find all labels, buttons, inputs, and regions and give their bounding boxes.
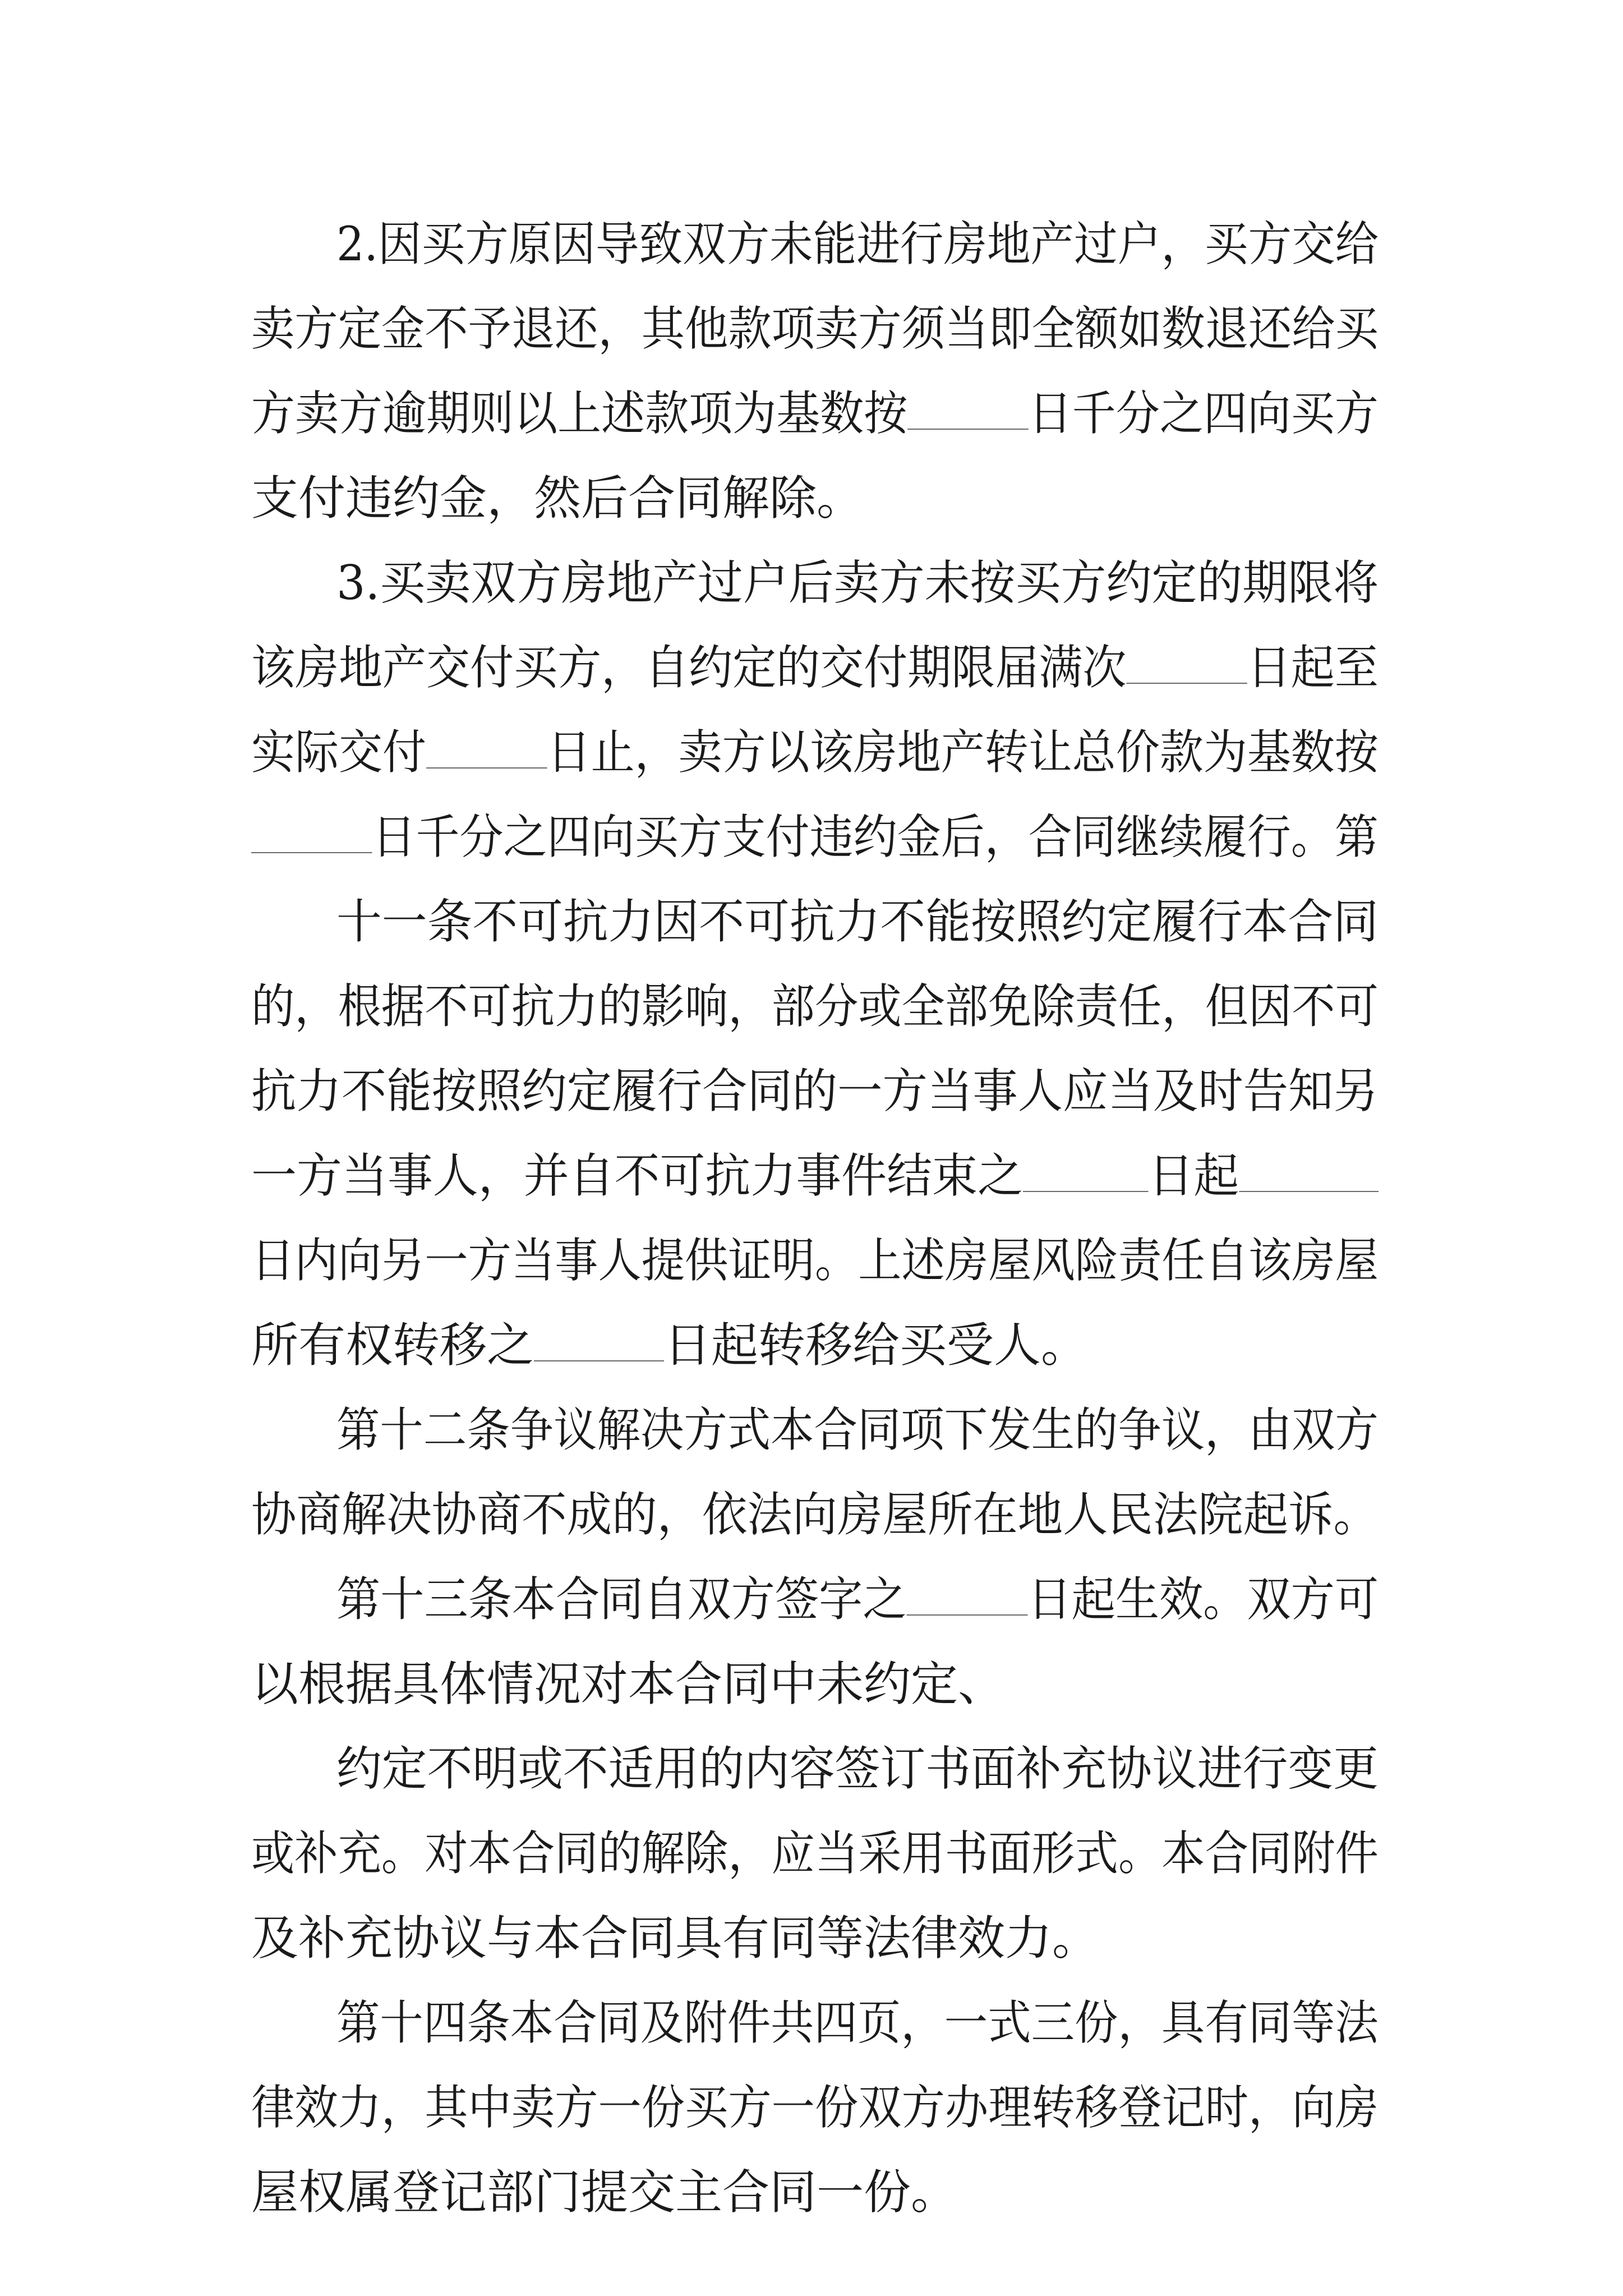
- text-segment: 日起生效。双方可: [1027, 1572, 1379, 1627]
- text-line: [251, 1642, 1378, 1726]
- text-segment: 日内向另一方当事人提供证明。上述房屋风险责任自该房屋: [251, 1233, 1378, 1288]
- text-line: [251, 1218, 1378, 1303]
- text-segment: 第十二条争议解决方式本合同项下发生的争议，由双方: [336, 1402, 1378, 1457]
- text-segment: 3.买卖双方房地产过户后卖方未按买方约定的期限将: [336, 555, 1379, 610]
- text-line: [251, 964, 1378, 1048]
- text-segment: 日止，卖方以该房地产转让总价款为基数按: [547, 725, 1378, 780]
- text-line: [251, 1896, 1378, 1980]
- text-line: [336, 1981, 1378, 2065]
- text-segment: 第十三条本合同自双方签字之: [336, 1572, 907, 1627]
- fill-in-blank: [534, 1319, 664, 1361]
- fill-in-blank: [1023, 1149, 1149, 1192]
- text-segment: 一方当事人，并自不可抗力事件结束之: [251, 1148, 1023, 1203]
- text-segment: 日起: [1148, 1148, 1239, 1203]
- fill-in-blank: [907, 1573, 1028, 1616]
- text-segment: 以根据具体情况对本合同中未约定、: [251, 1657, 1006, 1711]
- fill-in-blank: [907, 387, 1028, 430]
- text-segment: 支付违约金，然后合同解除。: [251, 471, 864, 526]
- text-line: [251, 1303, 1378, 1387]
- text-segment: 日千分之四向买方支付违约金后，合同继续履行。第: [372, 809, 1378, 864]
- text-line: [336, 1388, 1378, 1472]
- text-segment: 日起至: [1247, 640, 1378, 695]
- text-segment: 屋权属登记部门提交主合同一份。: [251, 2165, 958, 2220]
- fill-in-blank: [426, 726, 547, 769]
- text-segment: 律效力，其中卖方一份买方一份双方办理转移登记时，向房: [251, 2080, 1378, 2135]
- text-line: [251, 287, 1378, 371]
- text-segment: 抗力不能按照约定履行合同的一方当事人应当及时告知另: [251, 1064, 1378, 1119]
- fill-in-blank: [251, 811, 372, 853]
- text-segment: 方卖方逾期则以上述款项为基数按: [251, 386, 908, 441]
- text-line: [336, 880, 1379, 964]
- text-line: [251, 795, 1378, 879]
- text-segment: 日起转移给买受人。: [664, 1318, 1089, 1373]
- text-line: [336, 541, 1379, 625]
- text-line: [251, 2150, 1378, 2234]
- text-segment: 所有权转移之: [251, 1318, 534, 1373]
- text-line: [336, 1557, 1379, 1641]
- text-segment: 的，根据不可抗力的影响，部分或全部免除责任，但因不可: [251, 979, 1378, 1034]
- text-segment: 卖方定金不予退还，其他款项卖方须当即全额如数退还给买: [251, 301, 1378, 356]
- text-segment: 第十四条本合同及附件共四页，一式三份，具有同等法: [336, 1995, 1378, 2050]
- text-segment: 十一条不可抗力因不可抗力不能按照约定履行本合同: [336, 894, 1379, 949]
- fill-in-blank: [1239, 1149, 1378, 1192]
- text-line: [251, 1049, 1378, 1133]
- fill-in-blank: [1126, 641, 1247, 684]
- text-segment: 该房地产交付买方，自约定的交付期限届满次: [251, 640, 1127, 695]
- text-segment: 约定不明或不适用的内容签订书面补充协议进行变更: [336, 1741, 1379, 1796]
- text-line: [251, 1134, 1338, 1218]
- text-segment: 协商解决协商不成的，依法向房屋所在地人民法院起诉。: [251, 1487, 1378, 1542]
- text-line: [251, 2065, 1378, 2150]
- text-segment: 2.因买方原因导致双方未能进行房地产过户，买方交给: [336, 217, 1379, 272]
- text-segment: 实际交付: [251, 725, 427, 780]
- text-line: [251, 1811, 1378, 1895]
- text-segment: 及补充协议与本合同具有同等法律效力。: [251, 1911, 1100, 1966]
- text-segment: 日千分之四向买方: [1028, 386, 1378, 441]
- text-line: [336, 202, 1379, 286]
- text-segment: 或补充。对本合同的解除，应当采用书面形式。本合同附件: [251, 1826, 1378, 1881]
- text-line: [251, 456, 1378, 540]
- text-line: [251, 1473, 1378, 1557]
- text-line: [251, 710, 1378, 794]
- text-line: [251, 625, 1378, 710]
- text-line: [336, 1727, 1379, 1811]
- text-line: [251, 371, 1378, 455]
